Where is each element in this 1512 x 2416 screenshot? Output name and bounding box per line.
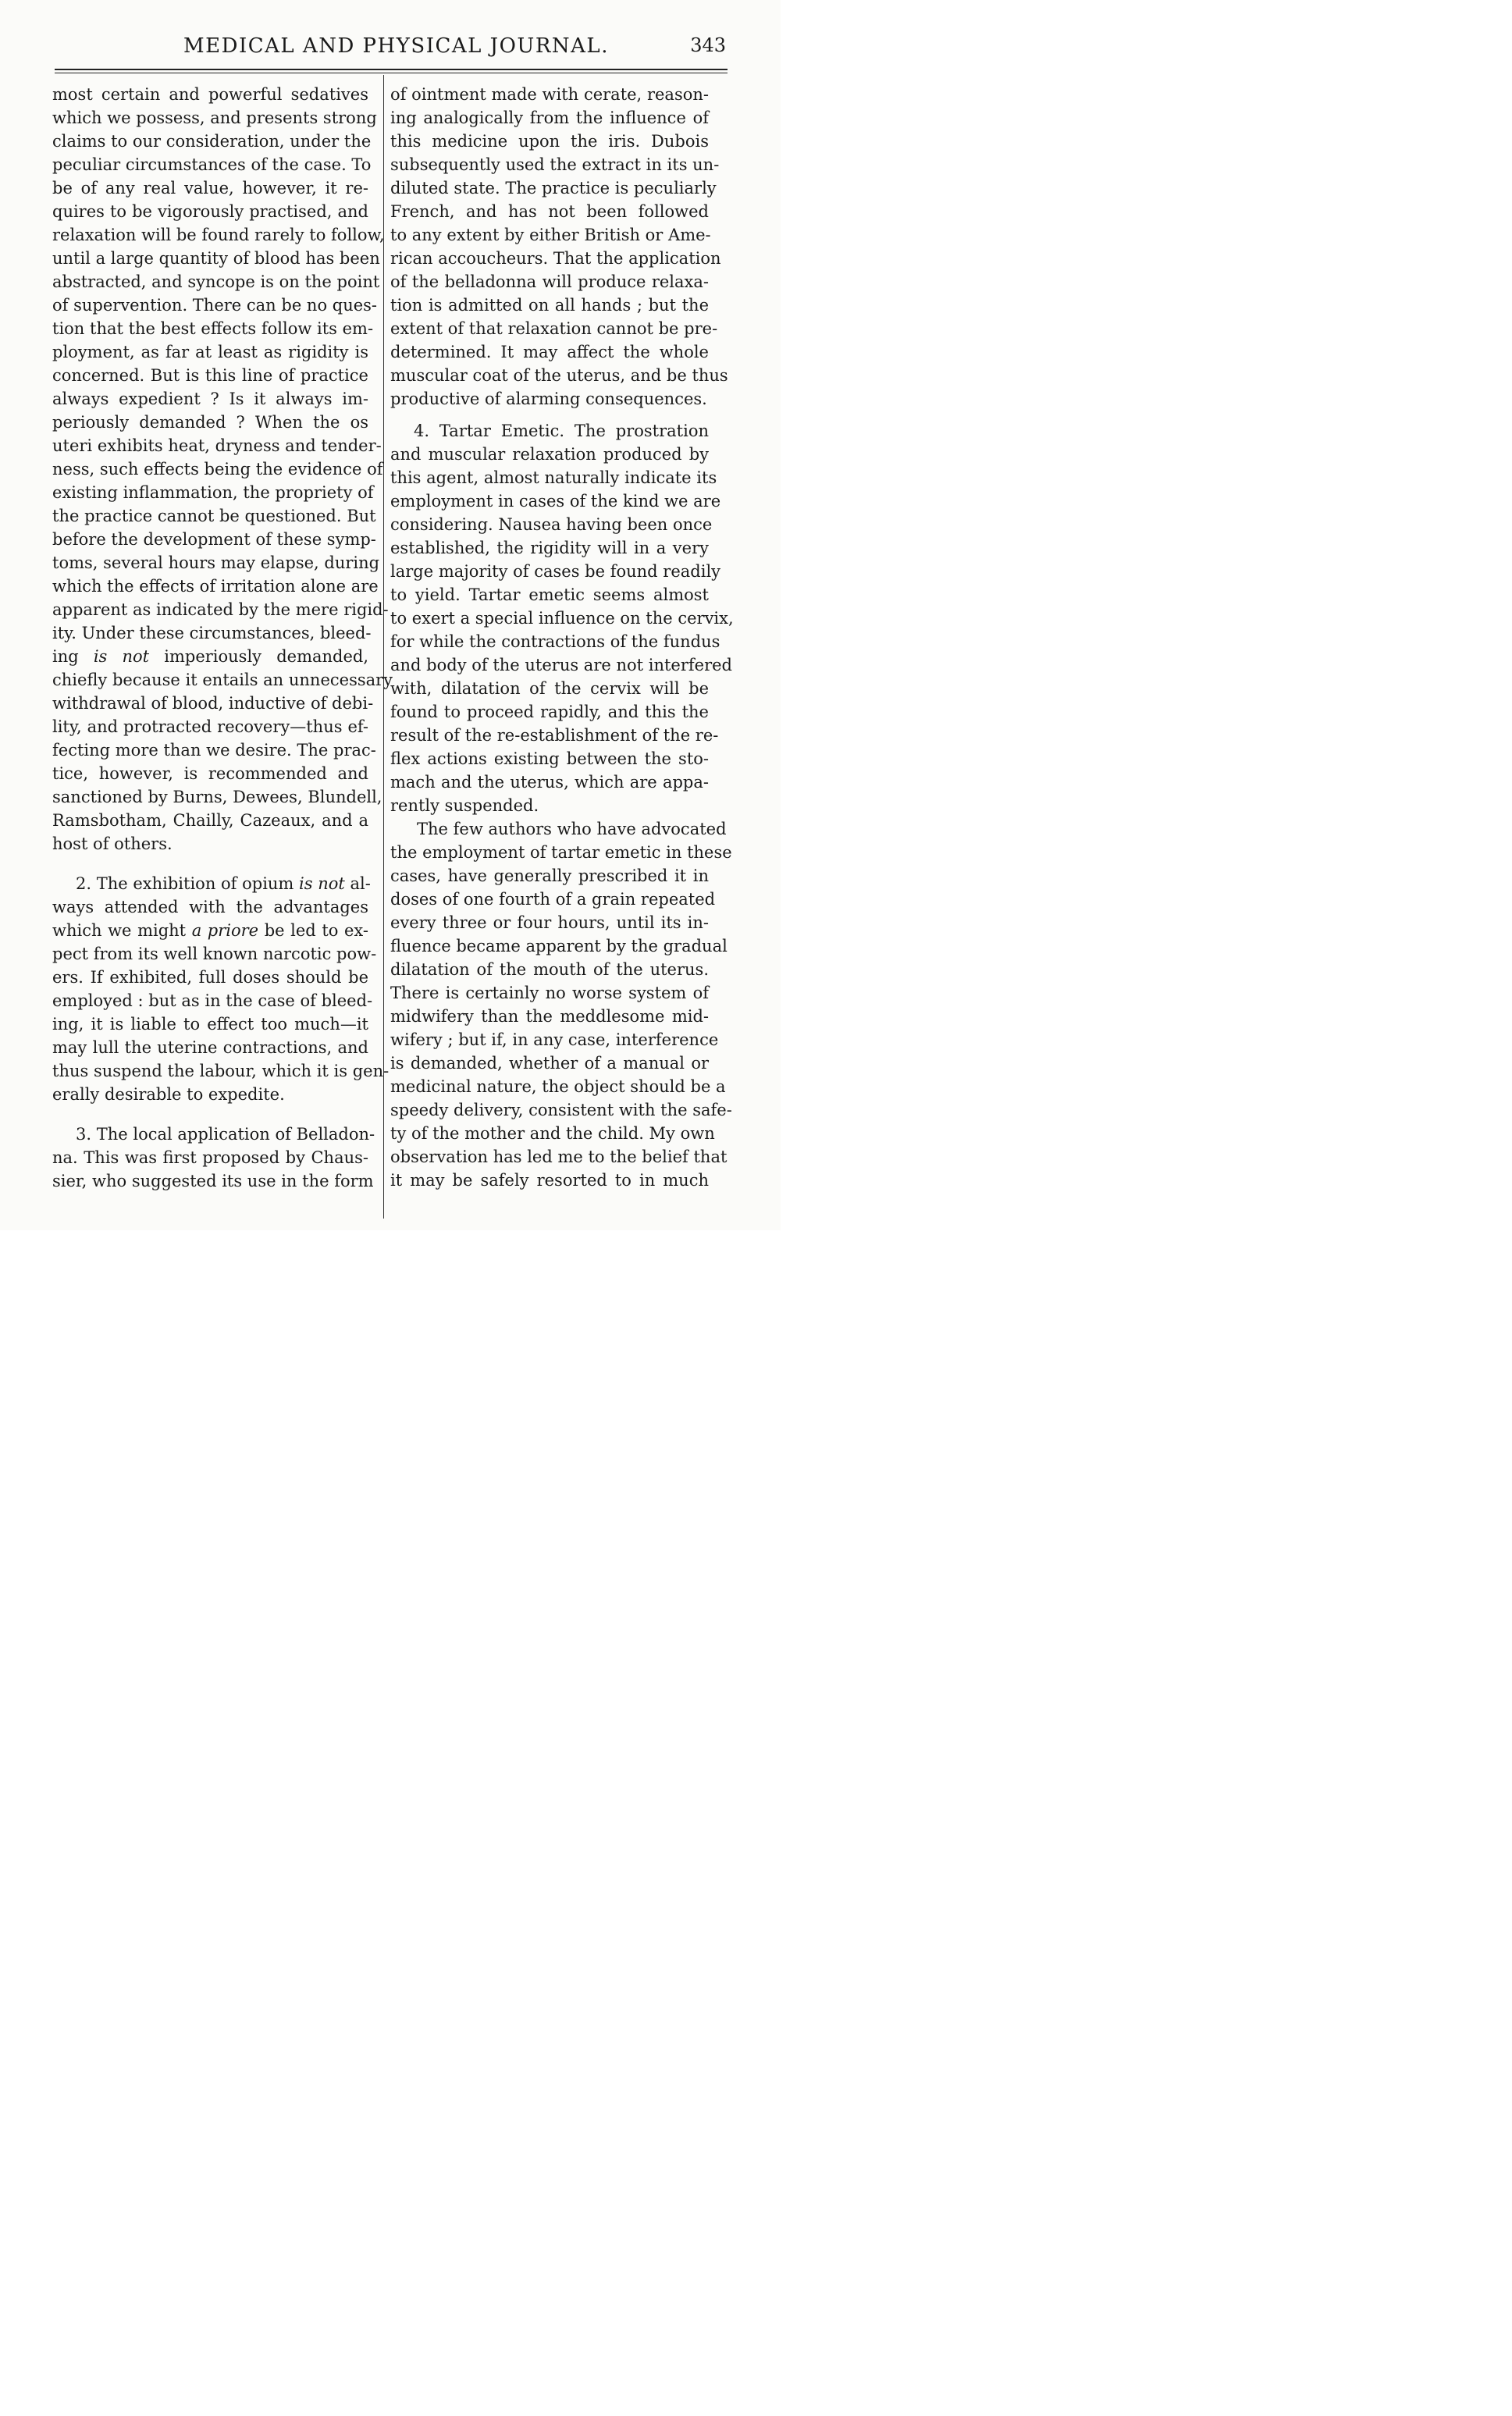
- text-line: 4. Tartar Emetic. The prostration: [414, 422, 709, 440]
- text-line: peculiar circumstances of the case. To: [52, 155, 372, 174]
- text-line: extent of that relaxation cannot be pre-: [390, 319, 718, 338]
- text-line: be of any real value, however, it re-: [52, 179, 368, 197]
- text-line: lity, and protracted recovery—thus ef-: [52, 717, 368, 736]
- text-line: tion that the best effects follow its em-: [52, 319, 374, 338]
- text-line: midwifery than the meddlesome mid-: [390, 1007, 709, 1026]
- text-line: doses of one fourth of a grain repeated: [390, 890, 716, 909]
- text-line: periously demanded ? When the os: [52, 413, 368, 432]
- text-line: apparent as indicated by the mere rigid-: [52, 600, 389, 619]
- text-line: flex actions existing between the sto-: [390, 749, 709, 768]
- text-line: ers. If exhibited, full doses should be: [52, 968, 368, 987]
- text-line: every three or four hours, until its in-: [390, 913, 709, 932]
- text-line: There is certainly no worse system of: [390, 984, 709, 1002]
- text-line: 2. The exhibition of opium is not al-: [76, 874, 371, 893]
- text-line: and body of the uterus are not interfered: [390, 656, 732, 674]
- text-line: of the belladonna will produce relaxa-: [390, 272, 709, 291]
- text-line: which we might a priore be led to ex-: [52, 921, 368, 940]
- text-line: relaxation will be found rarely to follow,: [52, 226, 385, 244]
- text-line: ing, it is liable to effect too much—it: [52, 1015, 368, 1034]
- text-line: wifery ; but if, in any case, interference: [390, 1030, 719, 1049]
- text-line: Ramsbotham, Chailly, Cazeaux, and a: [52, 811, 368, 830]
- text-line: until a large quantity of blood has been: [52, 249, 380, 268]
- text-line: determined. It may affect the whole: [390, 343, 709, 361]
- text-line: employed : but as in the case of bleed-: [52, 991, 373, 1010]
- text-line: and muscular relaxation produced by: [390, 445, 709, 464]
- header-rule: [55, 69, 728, 70]
- text-line: existing inflammation, the propriety of: [52, 483, 374, 502]
- text-line: which the effects of irritation alone are: [52, 577, 379, 596]
- text-line: it may be safely resorted to in much: [390, 1171, 709, 1190]
- running-title: MEDICAL AND PHYSICAL JOURNAL.: [183, 34, 609, 58]
- text-line: sier, who suggested its use in the form: [52, 1172, 374, 1190]
- text-line: toms, several hours may elapse, during: [52, 553, 380, 572]
- text-line: sanctioned by Burns, Dewees, Blundell,: [52, 788, 382, 806]
- text-line: ing analogically from the influence of: [390, 109, 709, 127]
- text-line: established, the rigidity will in a very: [390, 539, 709, 557]
- text-line: subsequently used the extract in its un-: [390, 155, 720, 174]
- text-line: employment in cases of the kind we are: [390, 492, 721, 511]
- text-line: claims to our consideration, under the: [52, 132, 372, 151]
- text-line: this medicine upon the iris. Dubois: [390, 132, 709, 151]
- text-line: with, dilatation of the cervix will be: [390, 679, 709, 698]
- page-header: [55, 34, 742, 62]
- text-line: is demanded, whether of a manual or: [390, 1054, 709, 1073]
- text-line: erally desirable to expedite.: [52, 1085, 285, 1104]
- text-line: speedy delivery, consistent with the safe-: [390, 1101, 732, 1119]
- text-line: uteri exhibits heat, dryness and tender-: [52, 436, 382, 455]
- text-line: fluence became apparent by the gradual: [390, 937, 728, 955]
- text-line: 3. The local application of Belladon-: [76, 1125, 375, 1144]
- text-line: concerned. But is this line of practice: [52, 366, 368, 385]
- text-line: which we possess, and presents strong: [52, 109, 377, 127]
- text-line: rican accoucheurs. That the application: [390, 249, 721, 268]
- text-line: mach and the uterus, which are appa-: [390, 773, 709, 792]
- text-line: ity. Under these circumstances, bleed-: [52, 624, 372, 642]
- text-line: of supervention. There can be no ques-: [52, 296, 378, 315]
- text-line: to exert a special influence on the cervix,: [390, 609, 734, 628]
- text-line: withdrawal of blood, inductive of debi-: [52, 694, 374, 713]
- text-line: productive of alarming consequences.: [390, 390, 707, 408]
- column-divider: [383, 75, 384, 1219]
- text-line: na. This was first proposed by Chaus-: [52, 1148, 368, 1167]
- text-line: the employment of tartar emetic in these: [390, 843, 732, 862]
- journal-page: [0, 0, 781, 1230]
- page-number: 343: [690, 34, 726, 56]
- text-line: ployment, as far at least as rigidity is: [52, 343, 368, 361]
- text-line: thus suspend the labour, which it is gen-: [52, 1062, 390, 1080]
- text-line: this agent, almost naturally indicate its: [390, 468, 717, 487]
- text-line: rently suspended.: [390, 796, 539, 815]
- text-line: large majority of cases be found readily: [390, 562, 721, 581]
- text-line: host of others.: [52, 834, 173, 853]
- text-line: most certain and powerful sedatives: [52, 85, 368, 104]
- text-line: tice, however, is recommended and: [52, 764, 368, 783]
- text-line: pect from its well known narcotic pow-: [52, 945, 377, 963]
- text-line: before the development of these symp-: [52, 530, 376, 549]
- text-line: medicinal nature, the object should be a: [390, 1077, 726, 1096]
- text-line: abstracted, and syncope is on the point: [52, 272, 380, 291]
- text-line: ways attended with the advantages: [52, 898, 368, 916]
- text-line: ness, such effects being the evidence of: [52, 460, 383, 479]
- text-line: result of the re-establishment of the re-: [390, 726, 719, 745]
- text-line: quires to be vigorously practised, and: [52, 202, 368, 221]
- text-line: ty of the mother and the child. My own: [390, 1124, 715, 1143]
- text-line: dilatation of the mouth of the uterus.: [390, 960, 709, 979]
- text-line: muscular coat of the uterus, and be thus: [390, 366, 728, 385]
- text-line: to any extent by either British or Ame-: [390, 226, 711, 244]
- text-line: chiefly because it entails an unnecessary: [52, 671, 393, 689]
- text-line: tion is admitted on all hands ; but the: [390, 296, 709, 315]
- text-line: always expedient ? Is it always im-: [52, 390, 368, 408]
- text-line: for while the contractions of the fundus: [390, 632, 720, 651]
- text-line: ing is not imperiously demanded,: [52, 647, 369, 666]
- text-line: observation has led me to the belief that: [390, 1148, 728, 1166]
- text-line: found to proceed rapidly, and this the: [390, 703, 709, 721]
- text-line: to yield. Tartar emetic seems almost: [390, 585, 709, 604]
- text-line: considering. Nausea having been once: [390, 515, 713, 534]
- text-line: fecting more than we desire. The prac-: [52, 741, 376, 760]
- text-line: French, and has not been followed: [390, 202, 709, 221]
- text-line: cases, have generally prescribed it in: [390, 866, 709, 885]
- text-line: the practice cannot be questioned. But: [52, 507, 376, 525]
- text-line: The few authors who have advocated: [417, 820, 727, 838]
- text-line: may lull the uterine contractions, and: [52, 1038, 368, 1057]
- text-line: diluted state. The practice is peculiarly: [390, 179, 717, 197]
- text-line: of ointment made with cerate, reason-: [390, 85, 709, 104]
